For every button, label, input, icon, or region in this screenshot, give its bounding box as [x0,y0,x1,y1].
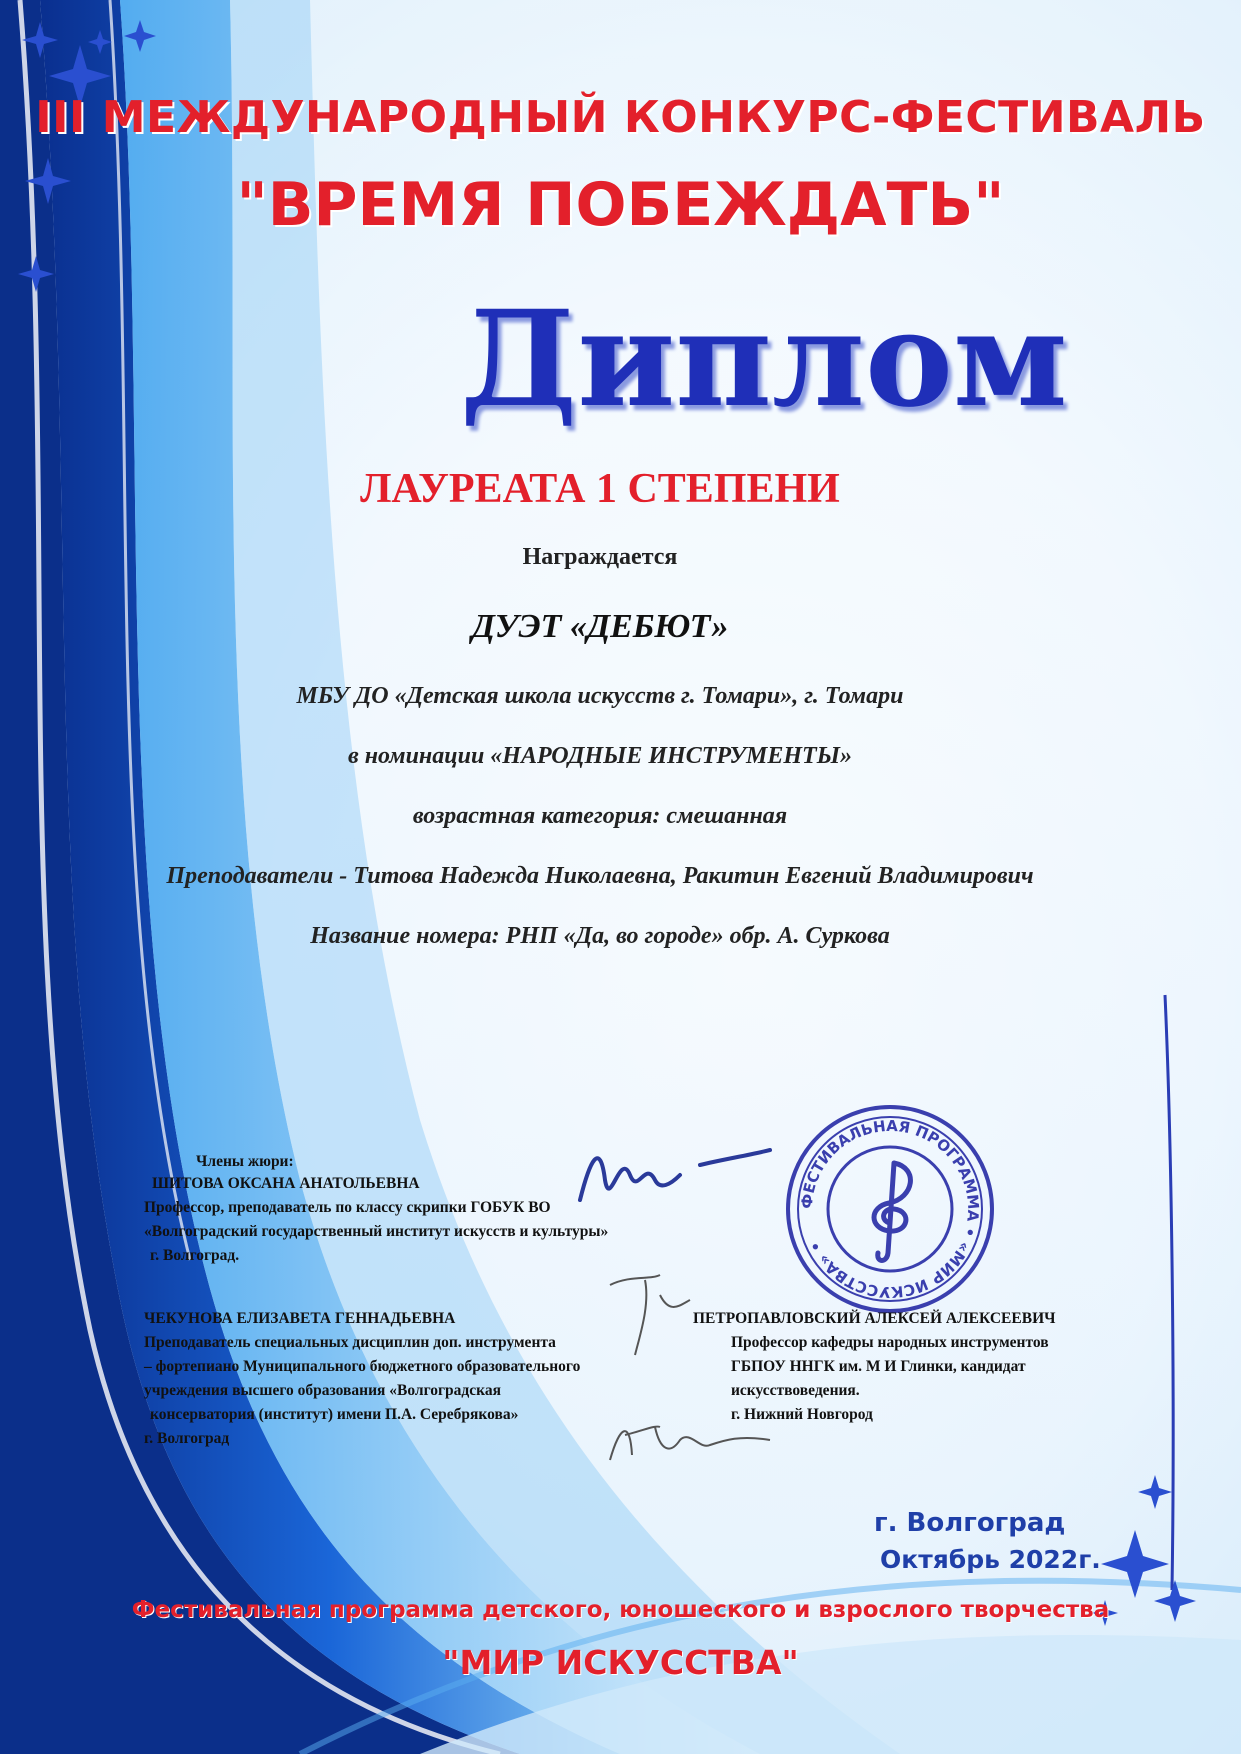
institution: МБУ ДО «Детская школа искусств г. Томари», г. Томари [296,683,904,709]
program-title-line2: "МИР ИСКУССТВА" [442,1643,799,1682]
laureate-degree: ЛАУРЕАТА 1 СТЕПЕНИ [360,466,840,512]
jury-member-line: «Волгоградский государственный институт искусств и культуры» [144,1223,609,1240]
jury-member-name: ШИТОВА ОКСАНА АНАТОЛЬЕВНА [152,1175,420,1192]
footer-date: Октябрь 2022г. [880,1545,1101,1574]
jury-member-line: Преподаватель специальных дисциплин доп. инструмента [144,1334,556,1351]
jury-member-name: ЧЕКУНОВА ЕЛИЗАВЕТА ГЕННАДЬЕВНА [144,1310,456,1327]
nomination: в номинации «НАРОДНЫЕ ИНСТРУМЕНТЫ» [348,743,852,769]
piece-title: Название номера: РНП «Да, во городе» обр. А. Суркова [310,923,890,949]
festival-title-line1: III МЕЖДУНАРОДНЫЙ КОНКУРС-ФЕСТИВАЛЬ [35,92,1206,143]
diploma-title: Диплом [460,282,1068,437]
jury-label: Члены жюри: [196,1153,294,1170]
jury-member-line: ГБПОУ ННГК им. М И Глинки, кандидат [731,1358,1026,1375]
program-title-line1: Фестивальная программа детского, юношеского и взрослого творчества [131,1597,1110,1623]
seal-stamp [784,1103,996,1315]
awarded-label: Награждается [522,544,678,570]
teachers: Преподаватели - Титова Надежда Николаевна, Ракитин Евгений Владимирович [166,863,1034,889]
jury-member-line: консерватория (институт) имени П.А. Серебрякова» [150,1406,519,1423]
jury-member-line: г. Волгоград [144,1430,230,1447]
jury-member-line: – фортепиано Муниципального бюджетного образовательного [144,1358,581,1375]
jury-member-line: г. Волгоград. [150,1247,240,1264]
footer-city: г. Волгоград [874,1508,1066,1538]
jury-member-2 [144,1307,724,1451]
jury-member-1 [144,1172,804,1268]
jury-member-line: Профессор, преподаватель по классу скрипки ГОБУК ВО [144,1199,551,1216]
festival-title-line2: "ВРЕМЯ ПОБЕЖДАТЬ" [236,170,1005,240]
jury-member-line: искусствоведения. [731,1382,860,1399]
winner-name: ДУЭТ «ДЕБЮТ» [471,608,729,645]
age-category: возрастная категория: смешанная [412,803,788,829]
jury-member-line: г. Нижний Новгород [731,1406,873,1423]
seal-text: ФЕСТИВАЛЬНАЯ ПРОГРАММА • «МИР ИСКУССТВА» • [797,1116,983,1302]
jury-member-line: учреждения высшего образования «Волгоградская [144,1382,501,1399]
jury-member-name: ПЕТРОПАВЛОВСКИЙ АЛЕКСЕЙ АЛЕКСЕЕВИЧ [693,1310,1056,1327]
jury-member-3 [693,1307,1173,1427]
jury-member-line: Профессор кафедры народных инструментов [731,1334,1049,1351]
